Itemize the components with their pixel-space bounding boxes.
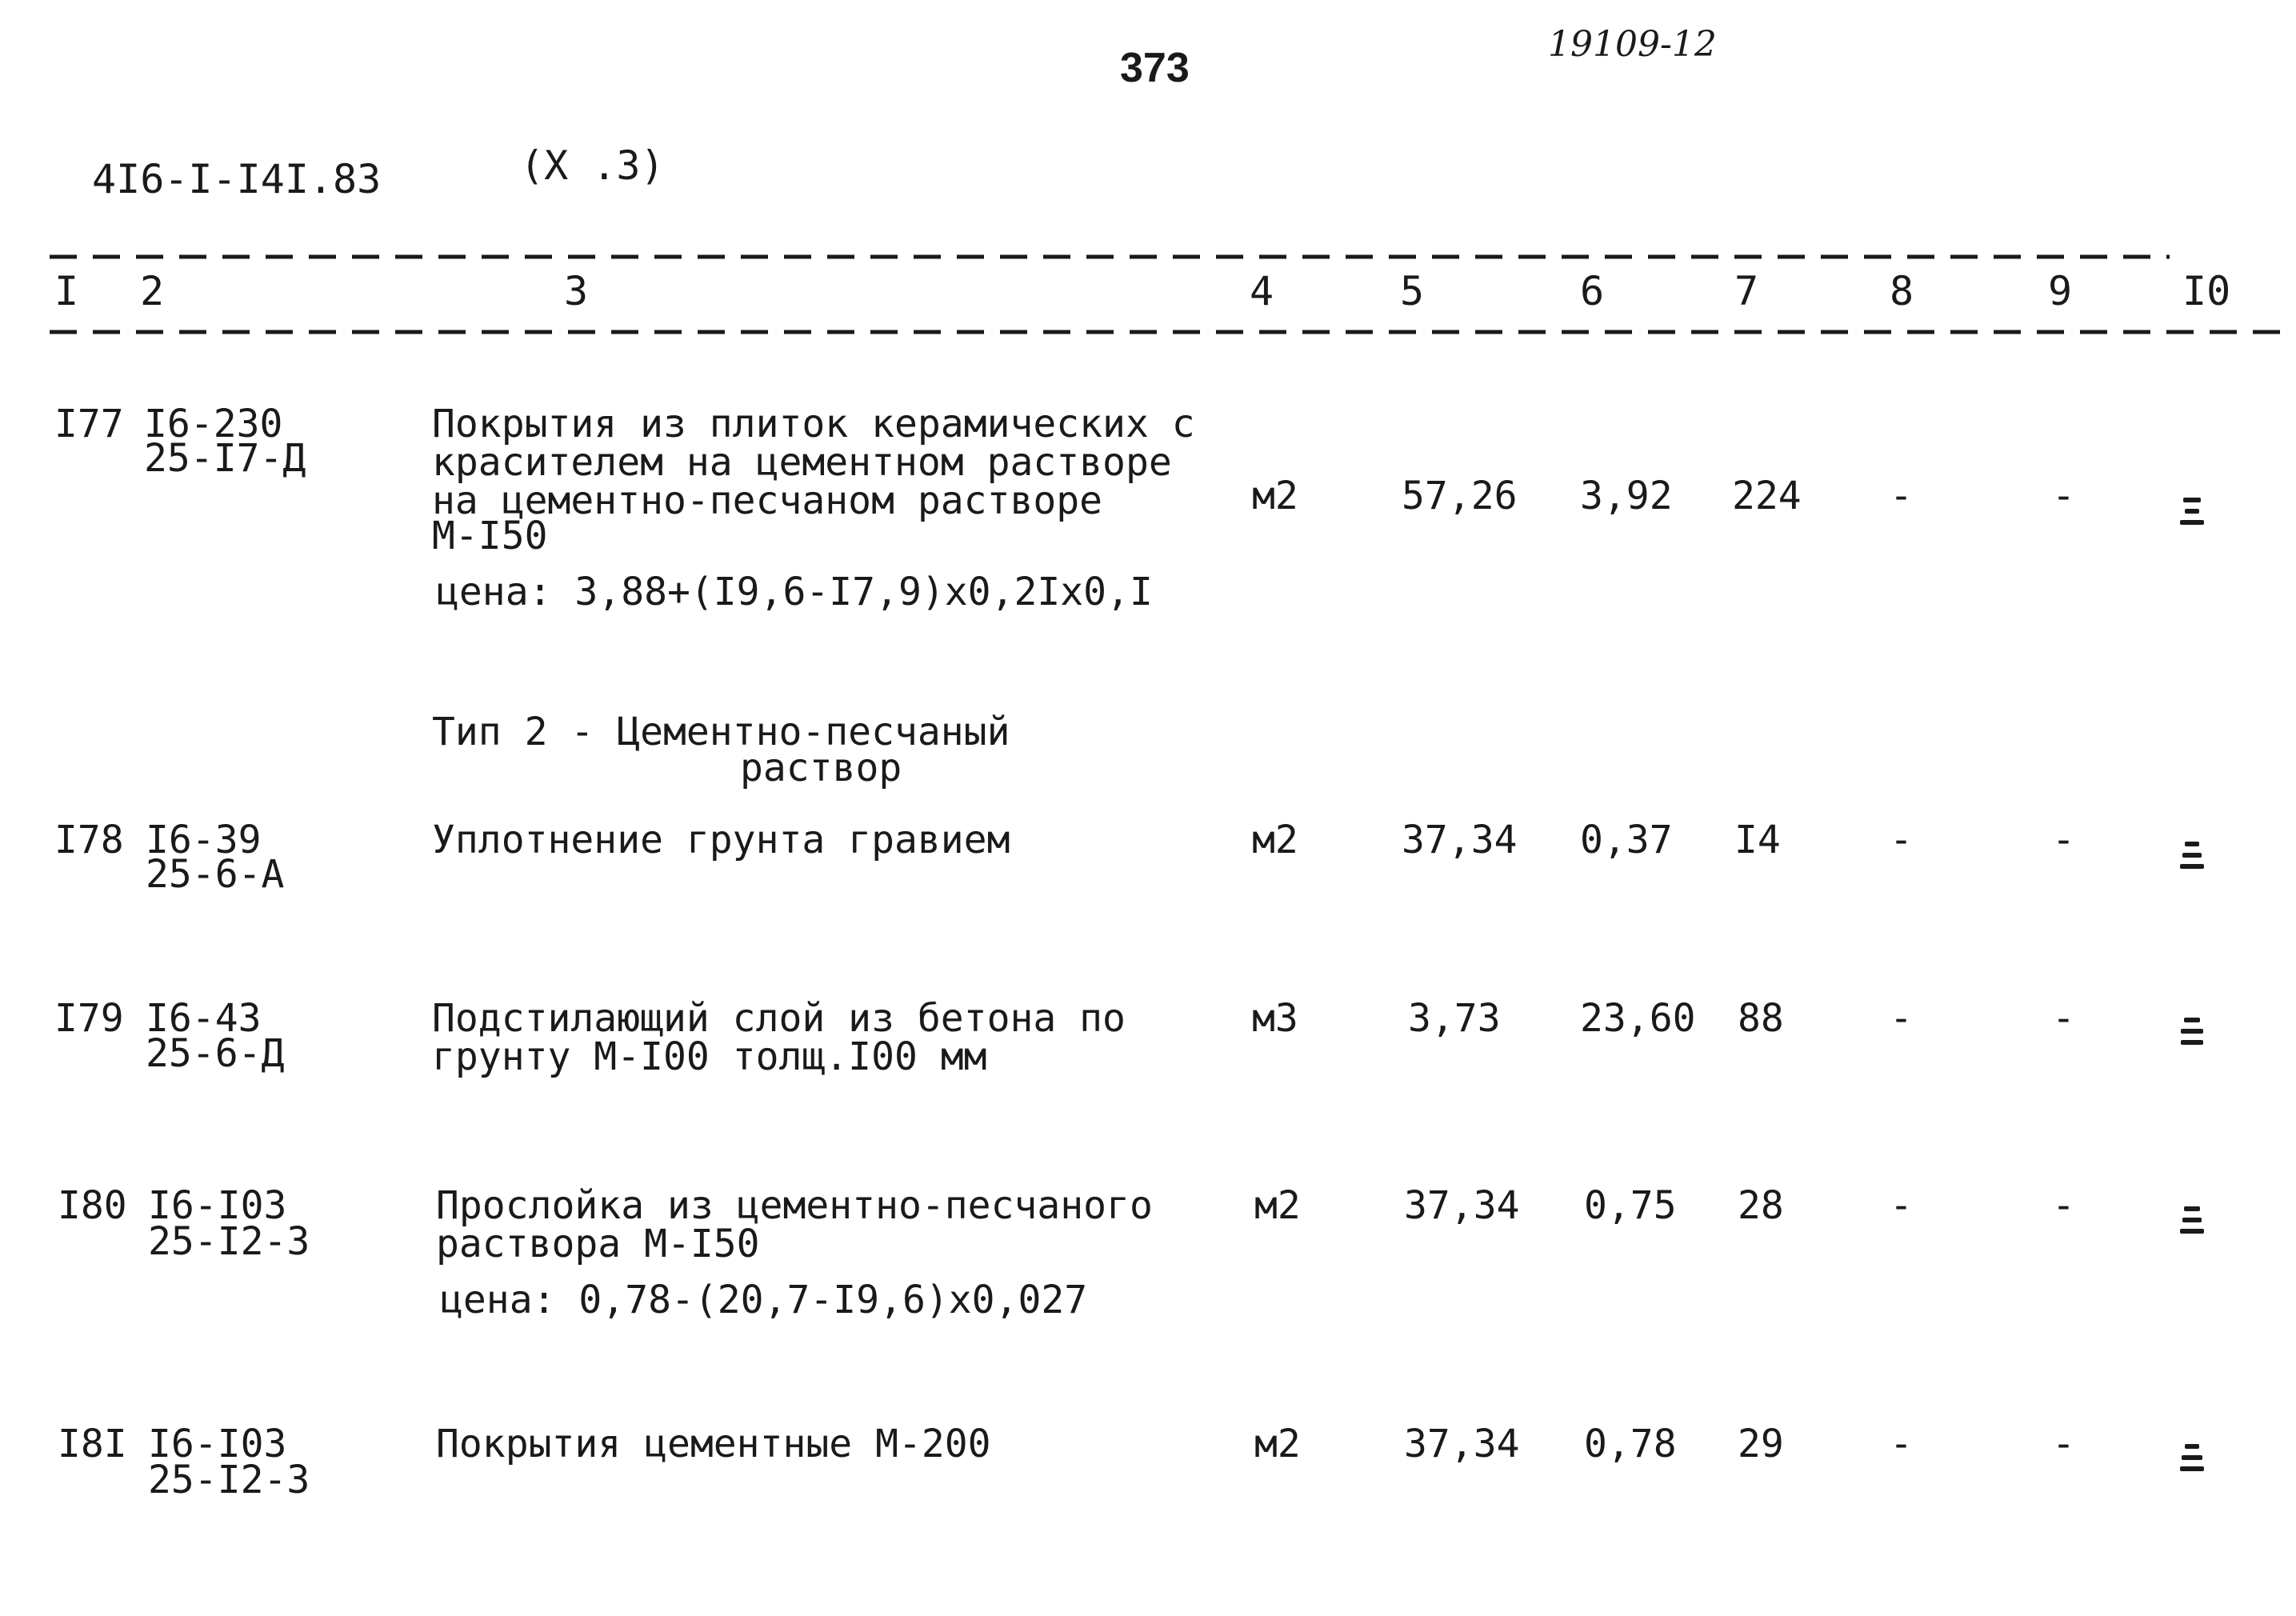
column-header-10: I0 — [2182, 268, 2231, 314]
norm-code: I6-230 — [144, 402, 283, 446]
row-number: I77 — [54, 402, 124, 446]
document-code: 4I6-I-I4I.83 — [92, 156, 382, 202]
column-header-1: I — [54, 268, 79, 314]
column-9-value: - — [2052, 474, 2075, 518]
column-header-6: 6 — [1580, 268, 1605, 314]
column-9-value: - — [2052, 996, 2075, 1041]
section-title: раствор — [740, 746, 902, 790]
header-top-rule — [50, 254, 2170, 258]
price-code: 25-6-А — [146, 852, 285, 897]
price-note: цена: 3,88+(I9,6-I7,9)x0,2Ix0,I — [436, 570, 1153, 614]
page-number: 373 — [1120, 45, 1190, 91]
norm-code: I6-39 — [146, 818, 262, 862]
unit: м2 — [1252, 818, 1298, 862]
total-cost: 88 — [1738, 996, 1784, 1041]
header-bottom-rule — [50, 330, 2290, 334]
work-description: красителем на цементном растворе — [432, 440, 1172, 485]
total-cost: 28 — [1738, 1183, 1784, 1228]
unit-price: 3,92 — [1580, 474, 1673, 518]
column-9-value: - — [2052, 1422, 2075, 1466]
column-8-value: - — [1890, 474, 1913, 518]
quantity: 37,34 — [1402, 818, 1518, 862]
column-header-4: 4 — [1250, 268, 1274, 314]
column-header-7: 7 — [1734, 268, 1759, 314]
column-9-value: - — [2052, 818, 2075, 862]
column-8-value: - — [1890, 996, 1913, 1041]
unit: м2 — [1254, 1422, 1301, 1466]
handwritten-code: 19109-12 — [1548, 24, 1717, 65]
unit-price: 0,75 — [1584, 1183, 1677, 1228]
unit-price: 23,60 — [1580, 996, 1696, 1041]
section-title: Тип 2 - Цементно-песчаный — [432, 710, 1010, 754]
column-header-5: 5 — [1400, 268, 1425, 314]
work-description: грунту М-I00 толщ.I00 мм — [432, 1034, 987, 1079]
column-8-value: - — [1890, 1183, 1913, 1228]
unit: м2 — [1254, 1183, 1301, 1228]
norm-code: I6-43 — [146, 996, 262, 1041]
column-8-value: - — [1890, 1422, 1913, 1466]
price-code: 25-I2-3 — [148, 1458, 310, 1502]
section-reference: (X .3) — [520, 142, 665, 189]
column-10-marks — [2180, 1444, 2204, 1478]
price-code: 25-I2-3 — [148, 1219, 310, 1264]
column-10-marks — [2180, 1206, 2204, 1240]
work-description: раствора М-I50 — [436, 1222, 760, 1266]
quantity: 57,26 — [1402, 474, 1518, 518]
column-10-marks — [2180, 842, 2204, 875]
column-header-2: 2 — [140, 268, 165, 314]
unit: м2 — [1252, 474, 1298, 518]
norm-code: I6-I03 — [148, 1422, 287, 1466]
unit: м3 — [1252, 996, 1298, 1041]
work-description: М-I50 — [432, 514, 548, 558]
total-cost: 224 — [1732, 474, 1802, 518]
row-number: I79 — [54, 996, 124, 1041]
price-note: цена: 0,78-(20,7-I9,6)x0,027 — [440, 1278, 1088, 1322]
unit-price: 0,78 — [1584, 1422, 1677, 1466]
work-description: Уплотнение грунта гравием — [432, 818, 1010, 862]
total-cost: I4 — [1734, 818, 1781, 862]
column-header-9: 9 — [2048, 268, 2073, 314]
row-number: I80 — [58, 1183, 127, 1228]
quantity: 37,34 — [1404, 1183, 1520, 1228]
total-cost: 29 — [1738, 1422, 1784, 1466]
work-description: на цементно-песчаном растворе — [432, 478, 1103, 523]
column-8-value: - — [1890, 818, 1913, 862]
norm-code: I6-I03 — [148, 1183, 287, 1228]
quantity: 3,73 — [1408, 996, 1501, 1041]
work-description: Покрытия из плиток керамических с — [432, 402, 1195, 446]
column-9-value: - — [2052, 1183, 2075, 1228]
column-10-marks — [2180, 498, 2204, 531]
row-number: I78 — [54, 818, 124, 862]
work-description: Подстилающий слой из бетона по — [432, 996, 1126, 1041]
column-10-marks — [2180, 1018, 2204, 1051]
column-header-3: 3 — [564, 268, 589, 314]
price-code: 25-I7-Д — [144, 436, 306, 481]
row-number: I8I — [58, 1422, 127, 1466]
column-header-8: 8 — [1890, 268, 1914, 314]
price-code: 25-6-Д — [146, 1031, 285, 1076]
work-description: Прослойка из цементно-песчаного — [436, 1183, 1153, 1228]
work-description: Покрытия цементные М-200 — [436, 1422, 991, 1466]
unit-price: 0,37 — [1580, 818, 1673, 862]
quantity: 37,34 — [1404, 1422, 1520, 1466]
